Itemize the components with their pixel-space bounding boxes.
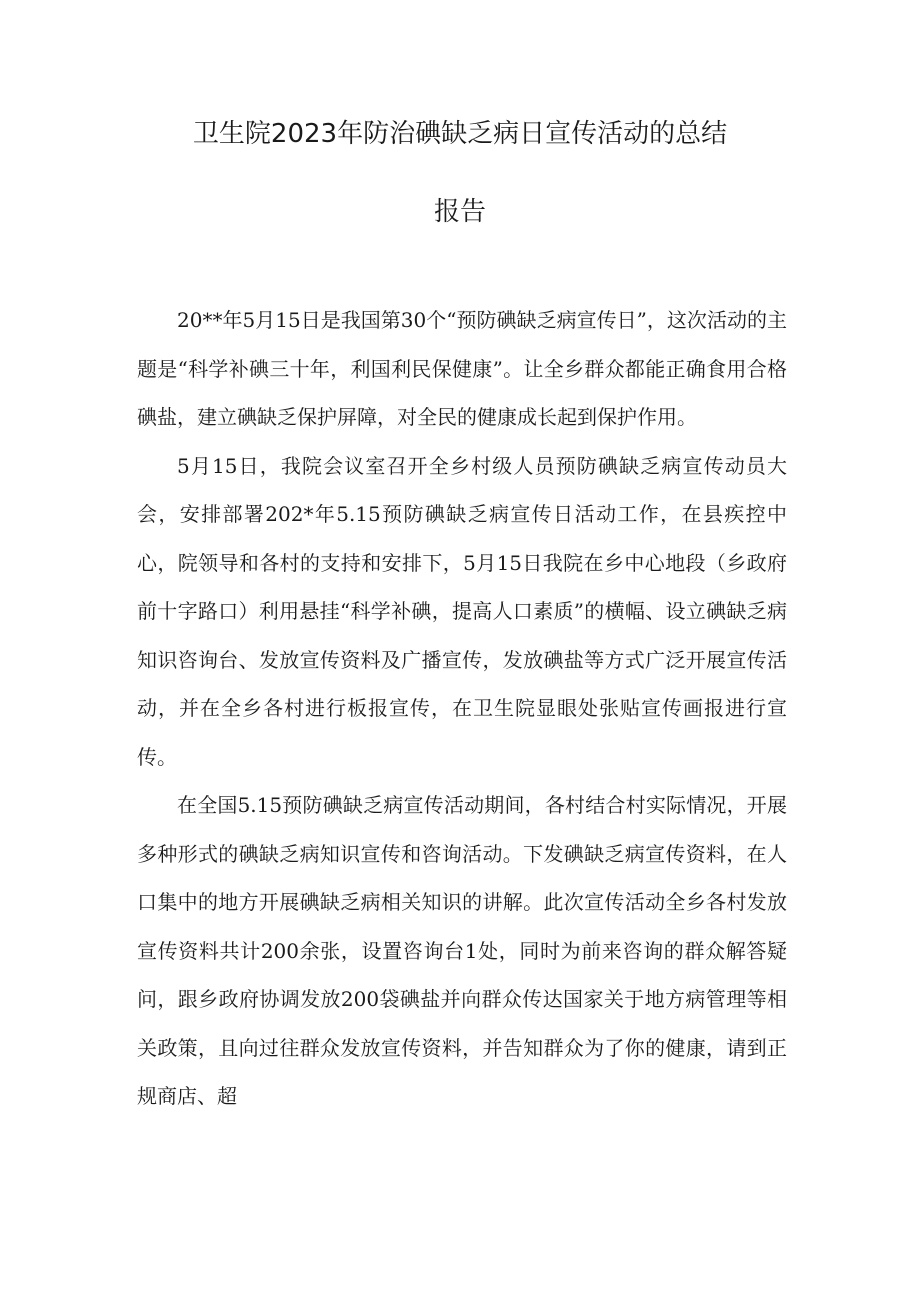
paragraph-2: 5月15日，我院会议室召开全乡村级人员预防碘缺乏病宣传动员大会，安排部署202*年5.15预防碘缺乏病宣传日活动工作，在县疾控中心，院领导和各村的支持和安排下，5月15日我院在乡中心地段（乡政府前十字路口）利用悬挂“科学补碘，提高人口素质”的横幅、设立碘缺乏病知识咨询台、发放宣传资料及广播宣传，发放碘盐等方式广泛开展宣传活动，并在全乡各村进行板报宣传，在卫生院显眼处张贴宣传画报进行宣传。 <box>137 453 787 769</box>
paragraph-1: 20**年5月15日是我国第30个“预防碘缺乏病宣传日”，这次活动的主题是“科学补碘三十年，利国利民保健康”。让全乡群众都能正确食用合格碘盐，建立碘缺乏保护屏障，对全民的健康成长起到保护作用。 <box>137 308 787 429</box>
paragraph-3: 在全国5.15预防碘缺乏病宣传活动期间，各村结合村实际情况，开展多种形式的碘缺乏病知识宣传和咨询活动。下发碘缺乏病宣传资料，在人口集中的地方开展碘缺乏病相关知识的讲解。此次宣传活动全乡各村发放宣传资料共计200余张，设置咨询台1处，同时为前来咨询的群众解答疑问，跟乡政府协调发放200袋碘盐并向群众传达国家关于地方病管理等相关政策，且向过往群众发放宣传资料，并告知群众为了你的健康，请到正规商店、超 <box>137 793 787 1108</box>
document-title-line-1: 卫生院2023年防治碘缺乏病日宣传活动的总结 <box>192 119 728 149</box>
document-title-line-2: 报告 <box>433 197 486 227</box>
document-body <box>137 296 787 1121</box>
